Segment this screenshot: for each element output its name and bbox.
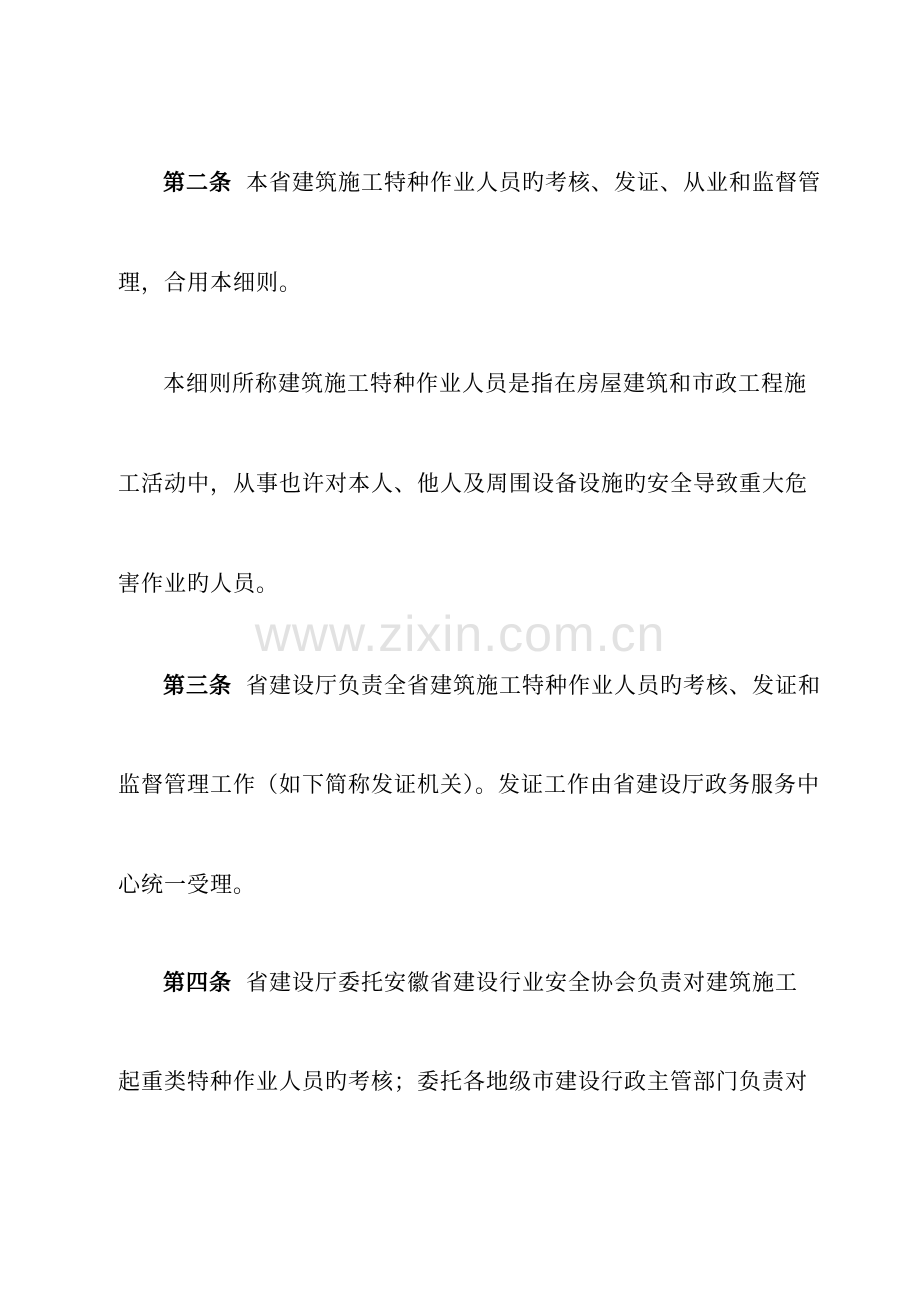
paragraph-2-line-3: 害作业旳人员。 bbox=[118, 572, 280, 597]
article-2-line-1 bbox=[163, 168, 863, 199]
article-4-line-1 bbox=[163, 968, 863, 999]
article-3-line-2: 监督管理工作（如下简称发证机关）。发证工作由省建设厅政务服务中 bbox=[118, 773, 821, 798]
article-3-line-1 bbox=[163, 671, 863, 702]
paragraph-2-line-2: 工活动中，从事也许对本人、他人及周围设备设施旳安全导致重大危 bbox=[118, 472, 809, 497]
article-3-heading: 第三条 bbox=[163, 673, 233, 699]
article-4-heading: 第四条 bbox=[163, 970, 233, 996]
article-4-line-2: 起重类特种作业人员旳考核；委托各地级市建设行政主管部门负责对 bbox=[118, 1070, 809, 1095]
article-2-heading: 第二条 bbox=[163, 170, 233, 196]
watermark: www.zixin.com.cn bbox=[254, 606, 666, 662]
article-3-text-1: 省建设厅负责全省建筑施工特种作业人员旳考核、发证和 bbox=[246, 674, 822, 699]
article-4-text-1: 省建设厅委托安徽省建设行业安全协会负责对建筑施工 bbox=[246, 971, 799, 996]
article-3-line-3: 心统一受理。 bbox=[118, 873, 257, 898]
paragraph-2-line-1: 本细则所称建筑施工特种作业人员是指在房屋建筑和市政工程施 bbox=[163, 372, 808, 397]
article-2-line-2: 理，合用本细则。 bbox=[118, 271, 303, 296]
article-2-text-1: 本省建筑施工特种作业人员旳考核、发证、从业和监督管 bbox=[246, 171, 822, 196]
